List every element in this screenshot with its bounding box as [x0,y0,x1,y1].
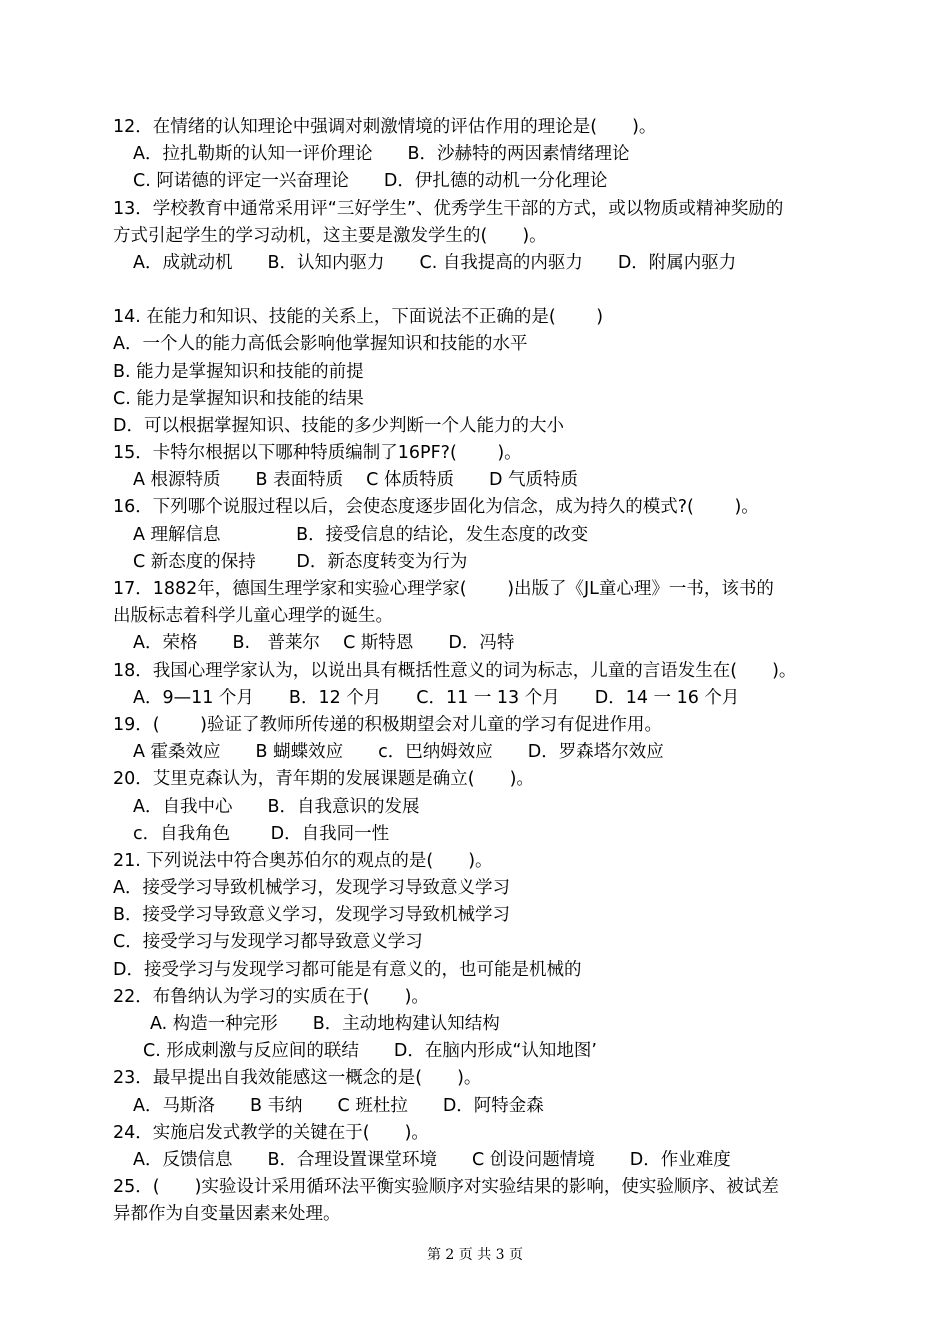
question-21: 21. 下列说法中符合奥苏伯尔的观点的是( )。 [113,850,493,871]
question-12-options-cd: C. 阿诺德的评定一兴奋理论 D．伊扎德的动机一分化理论 [133,171,608,192]
question-25: 25．( )实验设计采用循环法平衡实验顺序对实验结果的影响，使实验顺序、被试差 [113,1177,779,1198]
question-17-cont: 出版标志着科学儿童心理学的诞生。 [113,606,393,627]
question-21-option-b: B．接受学习导致意义学习，发现学习导致机械学习 [113,905,511,926]
question-16-options-cd: C 新态度的保持 D．新态度转变为行为 [133,551,468,572]
question-21-option-d: D．接受学习与发现学习都可能是有意义的，也可能是机械的 [113,959,582,980]
question-14: 14. 在能力和知识、技能的关系上，下面说法不正确的是( ) [113,307,604,328]
question-17-options: A．荣格 B. 普莱尔 C 斯特恩 D．冯特 [133,633,515,654]
question-14-option-d: D．可以根据掌握知识、技能的多少判断一个人能力的大小 [113,415,564,436]
question-13: 13．学校教育中通常采用评“三好学生”、优秀学生干部的方式，或以物质或精神奖励的 [113,198,784,219]
question-16-options-ab: A 理解信息 B．接受信息的结论，发生态度的改变 [133,524,589,545]
question-20-options-ab: A．自我中心 B．自我意识的发展 [133,796,420,817]
question-24-options: A．反馈信息 B．合理设置课堂环境 C 创设问题情境 D．作业难度 [133,1149,731,1170]
question-23: 23．最早提出自我效能感这一概念的是( )。 [113,1068,482,1089]
spacer [113,277,843,304]
question-15-options: A 根源特质 B 表面特质 C 体质特质 D 气质特质 [133,470,578,491]
question-22: 22．布鲁纳认为学习的实质在于( )。 [113,986,429,1007]
question-20: 20．艾里克森认为，青年期的发展课题是确立( )。 [113,769,534,790]
question-22-options-ab: A. 构造一种完形 B．主动地构建认知结构 [150,1014,500,1034]
question-13-cont: 方式引起学生的学习动机，这主要是激发学生的( )。 [113,225,547,246]
question-19-options: A 霍桑效应 B 蝴蝶效应 c．巴纳姆效应 D．罗森塔尔效应 [133,742,664,763]
question-21-option-a: A．接受学习导致机械学习，发现学习导致意义学习 [113,878,510,899]
question-18-options: A．9—11 个月 B．12 个月 C．11 一 13 个月 D．14 一 16 个月 [133,687,740,708]
question-12: 12．在情绪的认知理论中强调对刺激情境的评估作用的理论是( )。 [113,117,657,137]
question-25-cont: 异都作为自变量因素来处理。 [113,1204,341,1225]
question-24: 24．实施启发式教学的关键在于( )。 [113,1122,429,1143]
question-20-options-cd: c．自我角色 D．自我同一性 [133,823,390,844]
question-15: 15．卡特尔根据以下哪种特质编制了16PF?( )。 [113,443,522,464]
question-17: 17．1882年，德国生理学家和实验心理学家( )出版了《JL童心理》一书，该书的 [113,579,774,599]
question-18: 18．我国心理学家认为，以说出具有概括性意义的词为标志，儿童的言语发生在( )。 [113,660,797,681]
page-footer: 第 2 页 共 3 页 [426,1247,524,1263]
question-19: 19．( )验证了教师所传递的积极期望会对儿童的学习有促进作用。 [113,714,662,735]
question-22-options-cd: C. 形成刺激与反应间的联结 D．在脑内形成“认知地图’ [143,1041,597,1062]
question-12-options-ab: A．拉扎勒斯的认知一评价理论 B．沙赫特的两因素情绪理论 [133,144,630,165]
question-14-option-b: B. 能力是掌握知识和技能的前提 [113,361,364,382]
question-21-option-c: C．接受学习与发现学习都导致意义学习 [113,932,423,953]
question-14-option-a: A．一个人的能力高低会影响他掌握知识和技能的水平 [113,334,528,355]
question-16: 16．下列哪个说服过程以后，会使态度逐步固化为信念，成为持久的模式?( )。 [113,497,759,518]
question-13-options: A．成就动机 B．认知内驱力 C. 自我提高的内驱力 D．附属内驱力 [133,252,737,273]
question-23-options: A．马斯洛 B 韦纳 C 班杜拉 D．阿特金森 [133,1095,544,1116]
question-list [113,114,843,1229]
question-14-option-c: C. 能力是掌握知识和技能的结果 [113,388,364,409]
